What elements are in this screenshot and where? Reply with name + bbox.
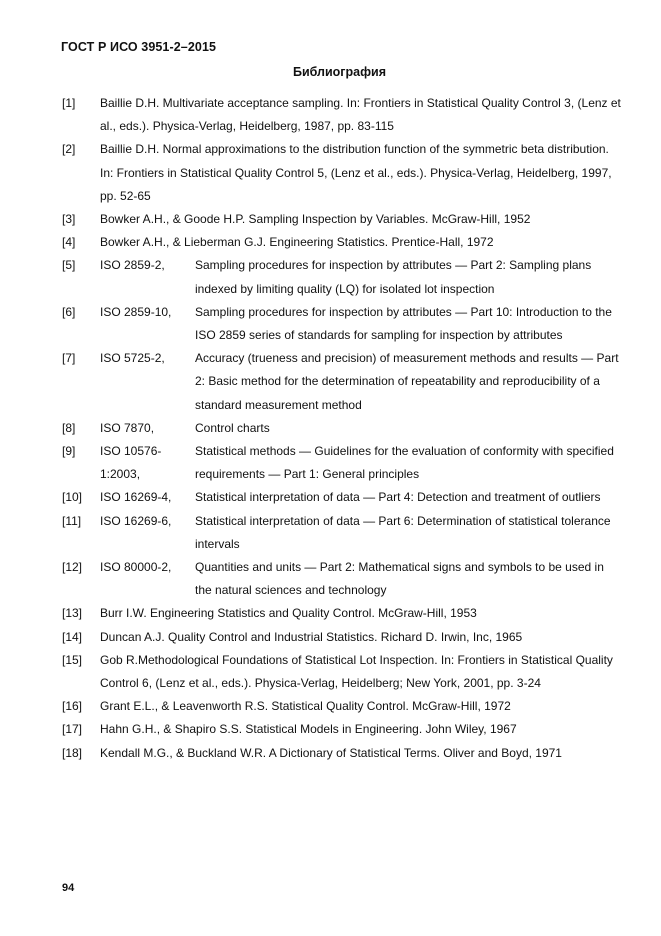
standard-code: ISO 2859-2, xyxy=(100,258,165,273)
bibliography-entry xyxy=(62,417,622,440)
bibliography-entry xyxy=(62,301,622,347)
standard-title: Quantities and units — Part 2: Mathematical signs and symbols to be used in the natural sciences and technology xyxy=(195,560,604,598)
entry-number: [6] xyxy=(62,304,76,319)
entry-text: Grant E.L., & Leavenworth R.S. Statistical Quality Control. McGraw-Hill, 1972 xyxy=(100,699,511,714)
bibliography-entry xyxy=(62,649,622,695)
bibliography-entry xyxy=(62,440,622,486)
entry-number: [17] xyxy=(62,722,83,737)
entry-number: [16] xyxy=(62,699,83,714)
entry-number: [5] xyxy=(62,258,76,273)
standard-title: Control charts xyxy=(195,420,270,435)
bibliography-entry xyxy=(62,347,622,417)
entry-text: Baillie D.H. Multivariate acceptance sampling. In: Frontiers in Statistical Quality Control 3, (Lenz et al., eds.). Physica-Verlag, Heidelberg, 1987, pp. 83-115 xyxy=(100,96,621,134)
bibliography-list xyxy=(62,92,622,765)
entry-number: [15] xyxy=(62,652,83,667)
entry-number: [2] xyxy=(62,142,76,157)
entry-number: [14] xyxy=(62,629,83,644)
entry-text: Bowker A.H., & Lieberman G.J. Engineering Statistics. Prentice-Hall, 1972 xyxy=(100,235,494,250)
entry-text: Baillie D.H. Normal approximations to the distribution function of the symmetric beta distribution. In: Frontiers in Statistical Quality Control 5, (Lenz et al., eds.). Physica-Verlag, Heidelberg, 1997, pp. 52-65 xyxy=(100,142,612,203)
standard-title: Accuracy (trueness and precision) of measurement methods and results — Part 2: Basic method for the determination of repeatability and reproducibility of a standard measurement method xyxy=(195,351,619,412)
bibliography-entry xyxy=(62,626,622,649)
standard-title: Sampling procedures for inspection by attributes — Part 10: Introduction to the ISO 2859 series of standards for sampling for inspection by attributes xyxy=(195,304,612,343)
entry-number: [1] xyxy=(62,96,76,110)
entry-number: [11] xyxy=(62,513,82,528)
standard-title: Statistical interpretation of data — Part 4: Detection and treatment of outliers xyxy=(195,490,601,505)
standard-code: ISO 16269-6, xyxy=(100,513,172,528)
standard-code: ISO 16269-4, xyxy=(100,490,172,505)
entry-text: Gob R.Methodological Foundations of Statistical Lot Inspection. In: Frontiers in Statistical Quality Control 6, (Lenz et al., eds.). Physica-Verlag, Heidelberg; New York, 2001, pp. 3-24 xyxy=(100,652,613,691)
entry-text: Bowker A.H., & Goode H.P. Sampling Inspection by Variables. McGraw-Hill, 1952 xyxy=(100,212,531,227)
entry-number: [8] xyxy=(62,420,76,435)
standard-title: Statistical methods — Guidelines for the evaluation of conformity with specified requirements — Part 1: General principles xyxy=(195,444,614,482)
standard-title: Statistical interpretation of data — Part 6: Determination of statistical tolerance intervals xyxy=(195,513,611,551)
entry-text: Duncan A.J. Quality Control and Industrial Statistics. Richard D. Irwin, Inc, 1965 xyxy=(100,629,523,644)
entry-text: Hahn G.H., & Shapiro S.S. Statistical Models in Engineering. John Wiley, 1967 xyxy=(100,722,517,737)
document-code-header: ГОСТ Р ИСО 3951-2–2015 xyxy=(61,40,217,54)
bibliography-title: Библиография xyxy=(292,65,387,79)
bibliography-entry xyxy=(62,138,622,208)
entry-text: Burr I.W. Engineering Statistics and Quality Control. McGraw-Hill, 1953 xyxy=(100,606,477,621)
standard-code: ISO 2859-10, xyxy=(100,304,172,319)
entry-number: [4] xyxy=(62,235,76,250)
entry-number: [7] xyxy=(62,351,76,366)
entry-number: [10] xyxy=(62,490,83,505)
standard-code: ISO 5725-2, xyxy=(100,351,165,366)
bibliography-entry xyxy=(62,231,622,254)
entry-number: [13] xyxy=(62,606,83,621)
entry-number: [18] xyxy=(62,745,83,760)
bibliography-entry xyxy=(62,486,622,509)
entry-text: Kendall M.G., & Buckland W.R. A Dictionary of Statistical Terms. Oliver and Boyd, 1971 xyxy=(100,745,562,760)
page-number: 94 xyxy=(62,882,75,894)
entry-number: [3] xyxy=(62,212,76,227)
entry-number: [9] xyxy=(62,444,76,459)
bibliography-entry xyxy=(62,556,622,602)
bibliography-entry xyxy=(62,510,622,556)
bibliography-entry xyxy=(62,602,622,625)
bibliography-entry xyxy=(62,208,622,231)
standard-code: ISO 80000-2, xyxy=(100,560,172,575)
standard-title: Sampling procedures for inspection by attributes — Part 2: Sampling plans indexed by limiting quality (LQ) for isolated lot inspection xyxy=(195,258,592,296)
bibliography-entry xyxy=(62,254,622,300)
entry-number: [12] xyxy=(62,560,83,575)
bibliography-entry xyxy=(62,695,622,718)
standard-code: ISO 10576-1:2003, xyxy=(100,444,162,482)
standard-code: ISO 7870, xyxy=(100,420,155,435)
bibliography-entry xyxy=(62,742,622,765)
bibliography-entry xyxy=(62,92,622,138)
bibliography-entry xyxy=(62,718,622,741)
